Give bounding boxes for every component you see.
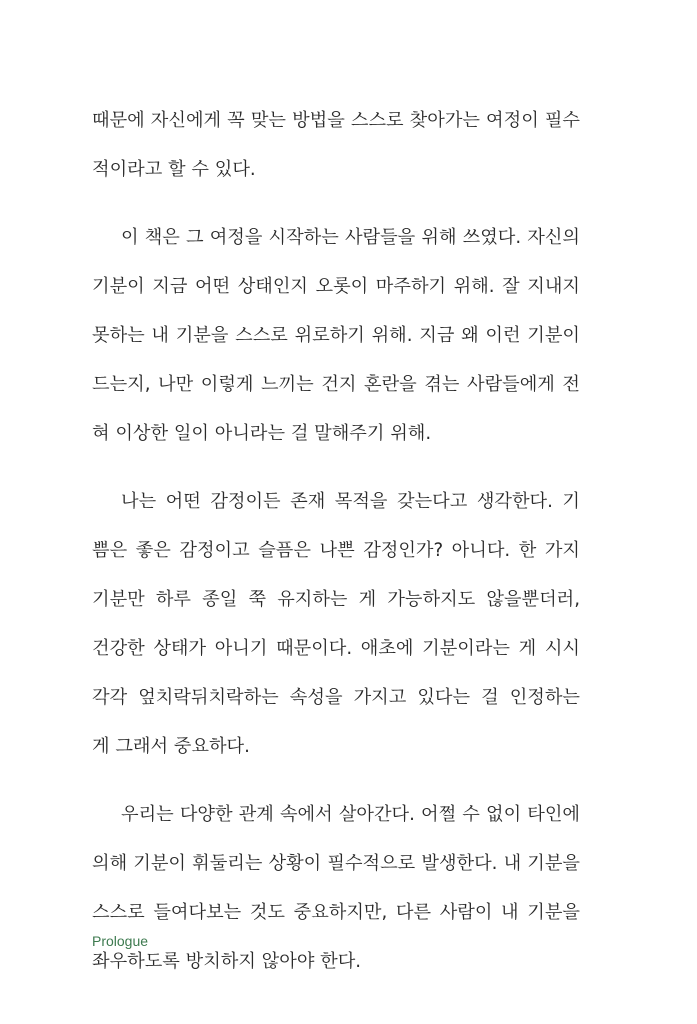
text-line: 기분이 지금 어떤 상태인지 오롯이 마주하기 위해. 잘 지내지 (92, 276, 580, 297)
paragraph (92, 477, 580, 771)
text-line: 나는 어떤 감정이든 존재 목적을 갖는다고 생각한다. 기 (121, 491, 580, 512)
book-page-body (92, 96, 580, 986)
text-line: 못하는 내 기분을 스스로 위로하기 위해. 지금 왜 이런 기분이 (92, 325, 580, 346)
text-line: 기분만 하루 종일 쭉 유지하는 게 가능하지도 않을뿐더러, (92, 589, 580, 610)
text-line: 이 책은 그 여정을 시작하는 사람들을 위해 쓰였다. 자신의 (121, 227, 580, 248)
paragraph-gap (92, 194, 580, 213)
text-line: 쁨은 좋은 감정이고 슬픔은 나쁜 감정인가? 아니다. 한 가지 (92, 540, 580, 561)
text-line: 스스로 들여다보는 것도 중요하지만, 다른 사람이 내 기분을 (92, 902, 580, 923)
text-line: 각각 엎치락뒤치락하는 속성을 가지고 있다는 걸 인정하는 (92, 687, 580, 708)
text-line: 적이라고 할 수 있다. (92, 159, 256, 180)
text-line: 우리는 다양한 관계 속에서 살아간다. 어쩔 수 없이 타인에 (121, 804, 580, 825)
text-line: 혀 이상한 일이 아니라는 걸 말해주기 위해. (92, 423, 432, 444)
text-line: 좌우하도록 방치하지 않아야 한다. (92, 951, 362, 972)
paragraph (92, 790, 580, 986)
paragraph-gap (92, 458, 580, 477)
paragraph-gap (92, 771, 580, 790)
text-line: 의해 기분이 휘둘리는 상황이 필수적으로 발생한다. 내 기분을 (92, 853, 580, 874)
text-line: 때문에 자신에게 꼭 맞는 방법을 스스로 찾아가는 여정이 필수 (92, 110, 580, 131)
paragraph (92, 213, 580, 458)
paragraph (92, 96, 580, 194)
text-line: 게 그래서 중요하다. (92, 736, 250, 757)
text-line: 건강한 상태가 아니기 때문이다. 애초에 기분이라는 게 시시 (92, 638, 580, 659)
text-line: 드는지, 나만 이렇게 느끼는 건지 혼란을 겪는 사람들에게 전 (92, 374, 580, 395)
running-footer-section-label: Prologue (92, 933, 149, 949)
